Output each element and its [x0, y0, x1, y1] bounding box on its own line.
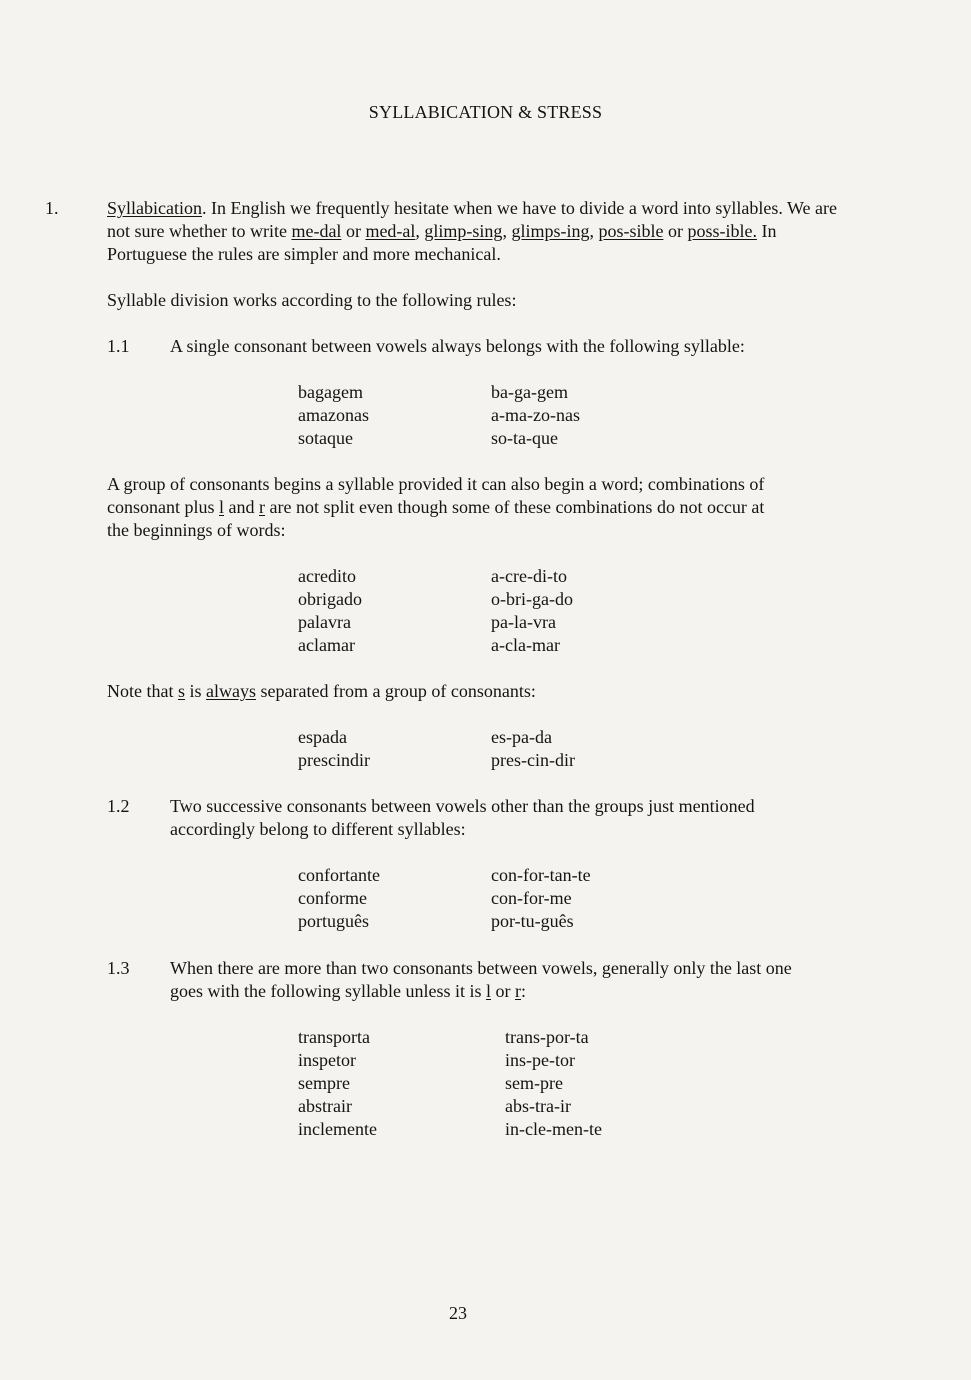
example-word: aclamar — [298, 635, 355, 655]
page-title: SYLLABICATION & STRESS — [368, 102, 603, 122]
section-heading: Syllabication — [107, 198, 202, 218]
example-word: inclemente — [298, 1119, 377, 1139]
example-syllables: por-tu-guês — [491, 911, 574, 931]
example-syllables: trans-por-ta — [505, 1027, 589, 1047]
example-word: abstrair — [298, 1096, 352, 1116]
rule-1-3-line-1 — [170, 957, 792, 980]
example-word: sempre — [298, 1073, 350, 1093]
example-syllables: ba-ga-gem — [491, 382, 568, 402]
text-segment: accordingly belong to different syllables: — [170, 819, 466, 839]
text-segment: When there are more than two consonants between vowels, generally only the last one — [170, 958, 792, 978]
example-word: palavra — [298, 612, 351, 632]
text-segment: is — [185, 681, 207, 701]
example-syllables: in-cle-men-te — [505, 1119, 602, 1139]
rule-1-2-line-2 — [170, 818, 466, 841]
underlined-text: s — [177, 681, 185, 701]
example-word: acredito — [298, 566, 356, 586]
text-segment: , — [589, 221, 599, 241]
example-word: prescindir — [298, 750, 370, 770]
rule-text: A single consonant between vowels always belongs with the following syllable: — [170, 336, 745, 356]
example-syllables: a-cre-di-to — [491, 566, 567, 586]
text-segment: are not split even though some of these combinations do not occur at — [265, 497, 765, 517]
example-word: amazonas — [298, 405, 369, 425]
text-segment: A group of consonants begins a syllable provided it can also begin a word; combinations of — [107, 474, 765, 494]
text-segment: Two successive consonants between vowels other than the groups just mentioned — [170, 796, 755, 816]
group-line-2 — [107, 496, 764, 519]
rule-1-3-line-2 — [170, 980, 526, 1003]
underlined-text: med-al — [365, 221, 416, 241]
example-word: transporta — [298, 1027, 370, 1047]
underlined-text: glimp-sing — [424, 221, 503, 241]
example-syllables: es-pa-da — [491, 727, 552, 747]
rule-number: 1.2 — [107, 796, 130, 816]
text-segment: : — [521, 981, 527, 1001]
example-syllables: a-ma-zo-nas — [491, 405, 580, 425]
section1-line-3 — [107, 243, 501, 266]
text-segment: consonant plus — [107, 497, 219, 517]
underlined-text: l — [219, 497, 225, 517]
example-syllables: ins-pe-tor — [505, 1050, 575, 1070]
group-line-3 — [107, 519, 285, 542]
rich-line — [202, 198, 837, 218]
example-syllables: a-cla-mar — [491, 635, 560, 655]
s-note — [107, 680, 536, 703]
underlined-text: always — [206, 681, 256, 701]
underlined-text: pos-sible — [598, 221, 664, 241]
text-segment: Note that — [107, 681, 178, 701]
section1-line-2 — [107, 220, 776, 243]
rules-intro: Syllable division works according to the following rules: — [107, 290, 517, 310]
text-segment: separated from a group of consonants: — [256, 681, 536, 701]
group-line-1 — [107, 473, 764, 496]
example-syllables: o-bri-ga-do — [491, 589, 573, 609]
text-segment: . In English we frequently hesitate when we have to divide a word into syllables. We are — [201, 198, 838, 218]
example-syllables: so-ta-que — [491, 428, 558, 448]
text-segment: not sure whether to write — [107, 221, 292, 241]
example-syllables: pres-cin-dir — [491, 750, 575, 770]
example-word: espada — [298, 727, 347, 747]
example-syllables: con-for-tan-te — [491, 865, 591, 885]
rule-1-2-line-1 — [170, 795, 755, 818]
underlined-text: r — [515, 981, 521, 1001]
example-word: sotaque — [298, 428, 353, 448]
example-word: confortante — [298, 865, 380, 885]
example-syllables: sem-pre — [505, 1073, 563, 1093]
underlined-text: l — [485, 981, 491, 1001]
example-word: inspetor — [298, 1050, 356, 1070]
example-word: obrigado — [298, 589, 362, 609]
example-syllables: pa-la-vra — [491, 612, 556, 632]
section1-line-1 — [107, 197, 837, 220]
underlined-text: glimps-ing — [511, 221, 590, 241]
text-segment: Portuguese the rules are simpler and more mechanical. — [107, 244, 501, 264]
text-segment: , — [415, 221, 425, 241]
text-segment: or — [341, 221, 366, 241]
section-number: 1. — [45, 198, 59, 218]
text-segment: or — [491, 981, 515, 1001]
example-word: bagagem — [298, 382, 363, 402]
rule-number: 1.3 — [107, 958, 130, 978]
page-number: 23 — [449, 1303, 467, 1323]
underlined-text: me-dal — [291, 221, 342, 241]
rule-number: 1.1 — [107, 336, 130, 356]
text-segment: In — [756, 221, 777, 241]
example-word: português — [298, 911, 369, 931]
text-segment: , — [502, 221, 512, 241]
text-segment: the beginnings of words: — [107, 520, 286, 540]
example-syllables: con-for-me — [491, 888, 572, 908]
text-segment: goes with the following syllable unless it is — [170, 981, 486, 1001]
underlined-text: r — [259, 497, 266, 517]
example-word: conforme — [298, 888, 367, 908]
text-segment: and — [224, 497, 260, 517]
example-syllables: abs-tra-ir — [505, 1096, 571, 1116]
underlined-text: poss-ible. — [687, 221, 757, 241]
text-segment: or — [663, 221, 688, 241]
